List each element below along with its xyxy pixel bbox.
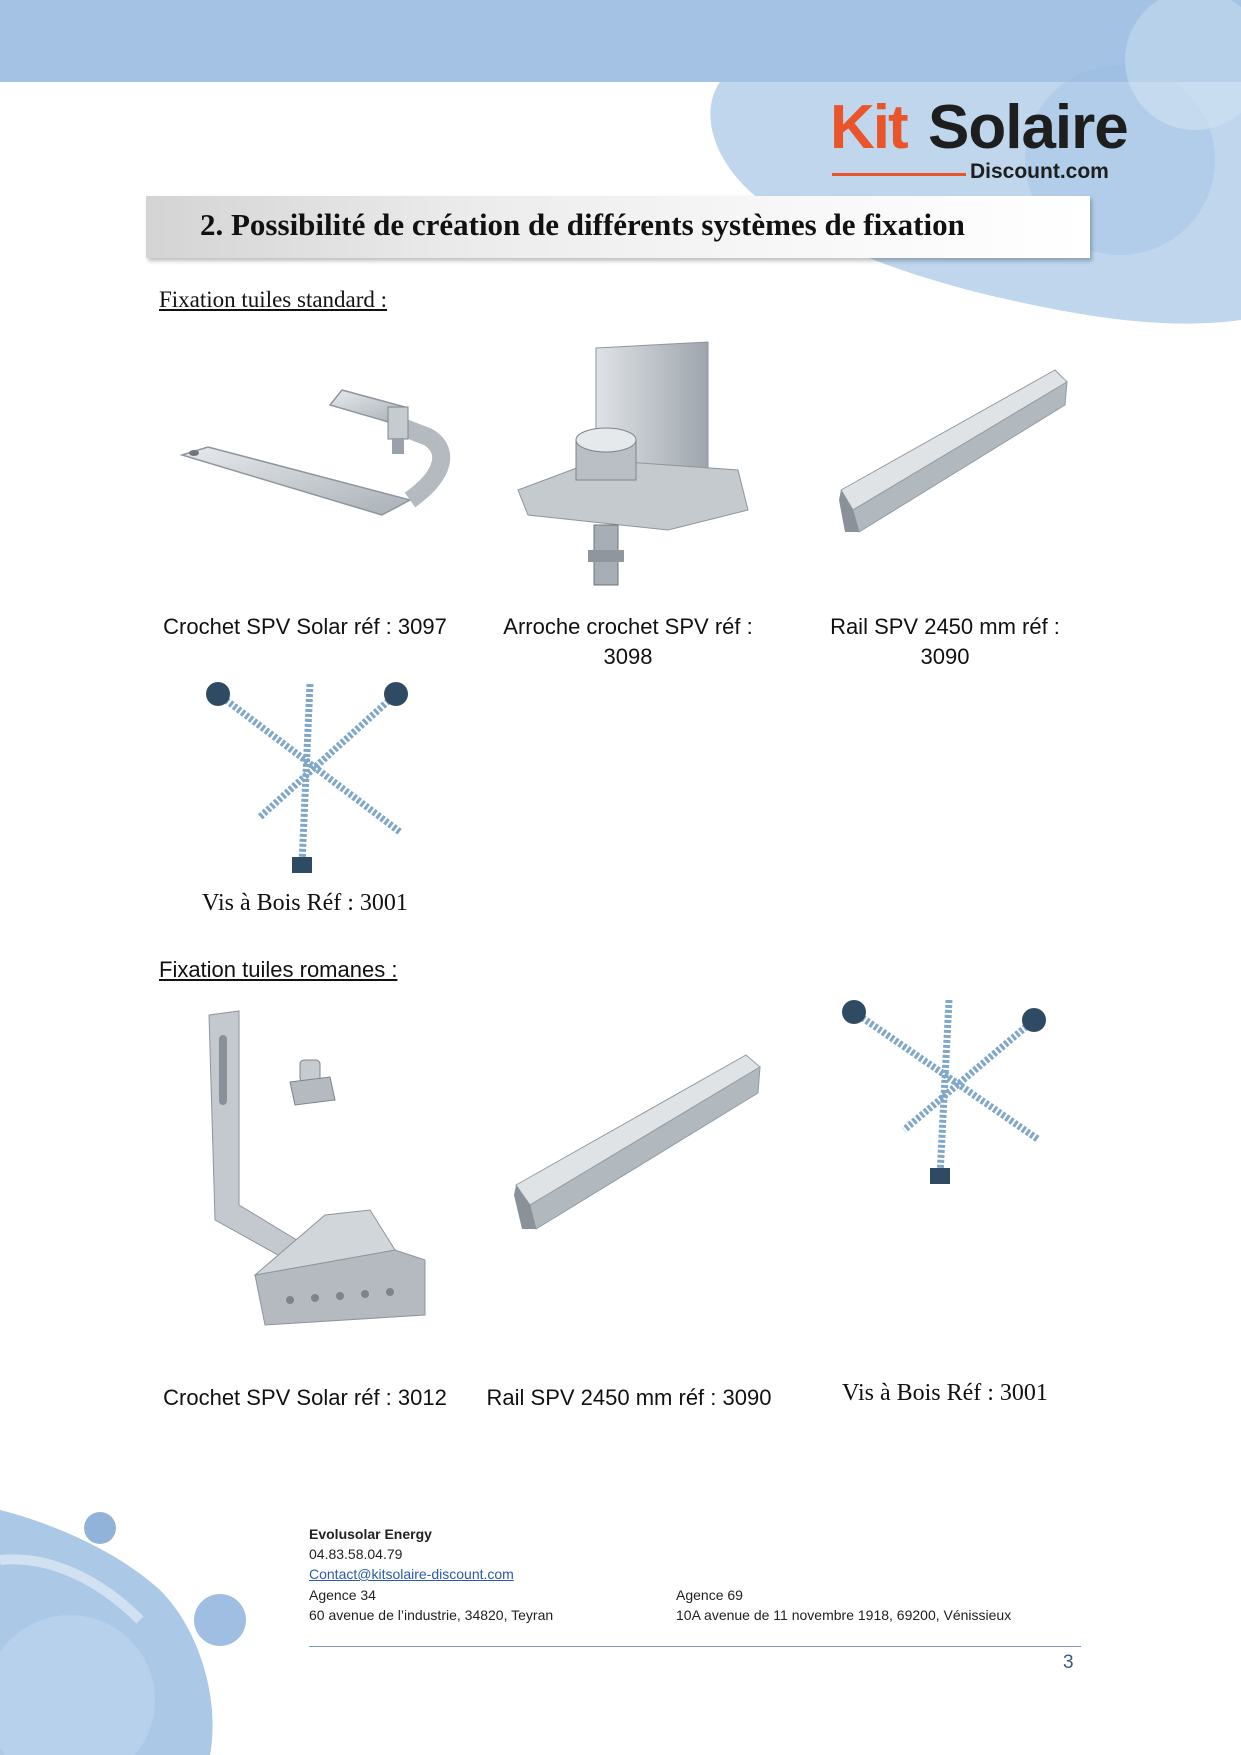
rail-3090-romanes-image <box>510 1045 770 1250</box>
caption-rail-3090 <box>800 612 1090 672</box>
footer-divider <box>309 1646 1081 1647</box>
footer-company: Evolusolar Energy <box>309 1526 432 1542</box>
caption-rail-3090-romanes: Rail SPV 2450 mm réf : 3090 <box>486 1385 772 1410</box>
section-label-romanes: Fixation tuiles romanes : <box>159 957 398 982</box>
page-number: 3 <box>1063 1652 1074 1673</box>
crochet-3012-image <box>195 1005 445 1335</box>
arroche-crochet-3098-image <box>508 330 768 610</box>
footer-email-link[interactable]: Contact@kitsolaire-discount.com <box>309 1566 514 1582</box>
logo-underline <box>832 173 966 176</box>
crochet-3097-image <box>160 325 460 595</box>
section-label-standard: Fixation tuiles standard : <box>159 287 388 312</box>
logo-solaire-text: Solaire <box>928 93 1128 162</box>
caption-vis-3001: Vis à Bois Réf : 3001 <box>202 890 408 916</box>
caption-crochet-3097: Crochet SPV Solar réf : 3097 <box>163 614 447 639</box>
vis-bois-3001-image <box>200 672 420 887</box>
caption-rail-line2: 3090 <box>920 644 970 669</box>
caption-arroche-line1: Arroche crochet SPV réf : <box>503 614 753 639</box>
rail-3090-image <box>835 360 1075 560</box>
logo-kit-text: Kit <box>830 93 907 162</box>
heading-number: 2. <box>200 207 224 242</box>
caption-arroche-line2: 3098 <box>603 644 653 669</box>
logo-discount-text: Discount.com <box>970 160 1109 183</box>
heading-title: Possibilité de création de différents systèmes de fixation <box>231 207 965 242</box>
caption-arroche-3098 <box>478 612 778 672</box>
vis-bois-3001-romanes-image <box>834 990 1059 1200</box>
footer-agency2-address: 10A avenue de 11 novembre 1918, 69200, Vénissieux <box>676 1607 1012 1623</box>
caption-crochet-3012: Crochet SPV Solar réf : 3012 <box>163 1385 447 1410</box>
footer-agency1-address: 60 avenue de l’industrie, 34820, Teyran <box>309 1607 554 1623</box>
footer-phone: 04.83.58.04.79 <box>309 1546 403 1562</box>
footer-agency1-name: Agence 34 <box>309 1587 376 1603</box>
caption-vis-3001-romanes: Vis à Bois Réf : 3001 <box>842 1380 1048 1406</box>
footer-agency2-name: Agence 69 <box>676 1587 743 1603</box>
section-heading <box>200 207 965 243</box>
caption-rail-line1: Rail SPV 2450 mm réf : <box>830 614 1060 639</box>
